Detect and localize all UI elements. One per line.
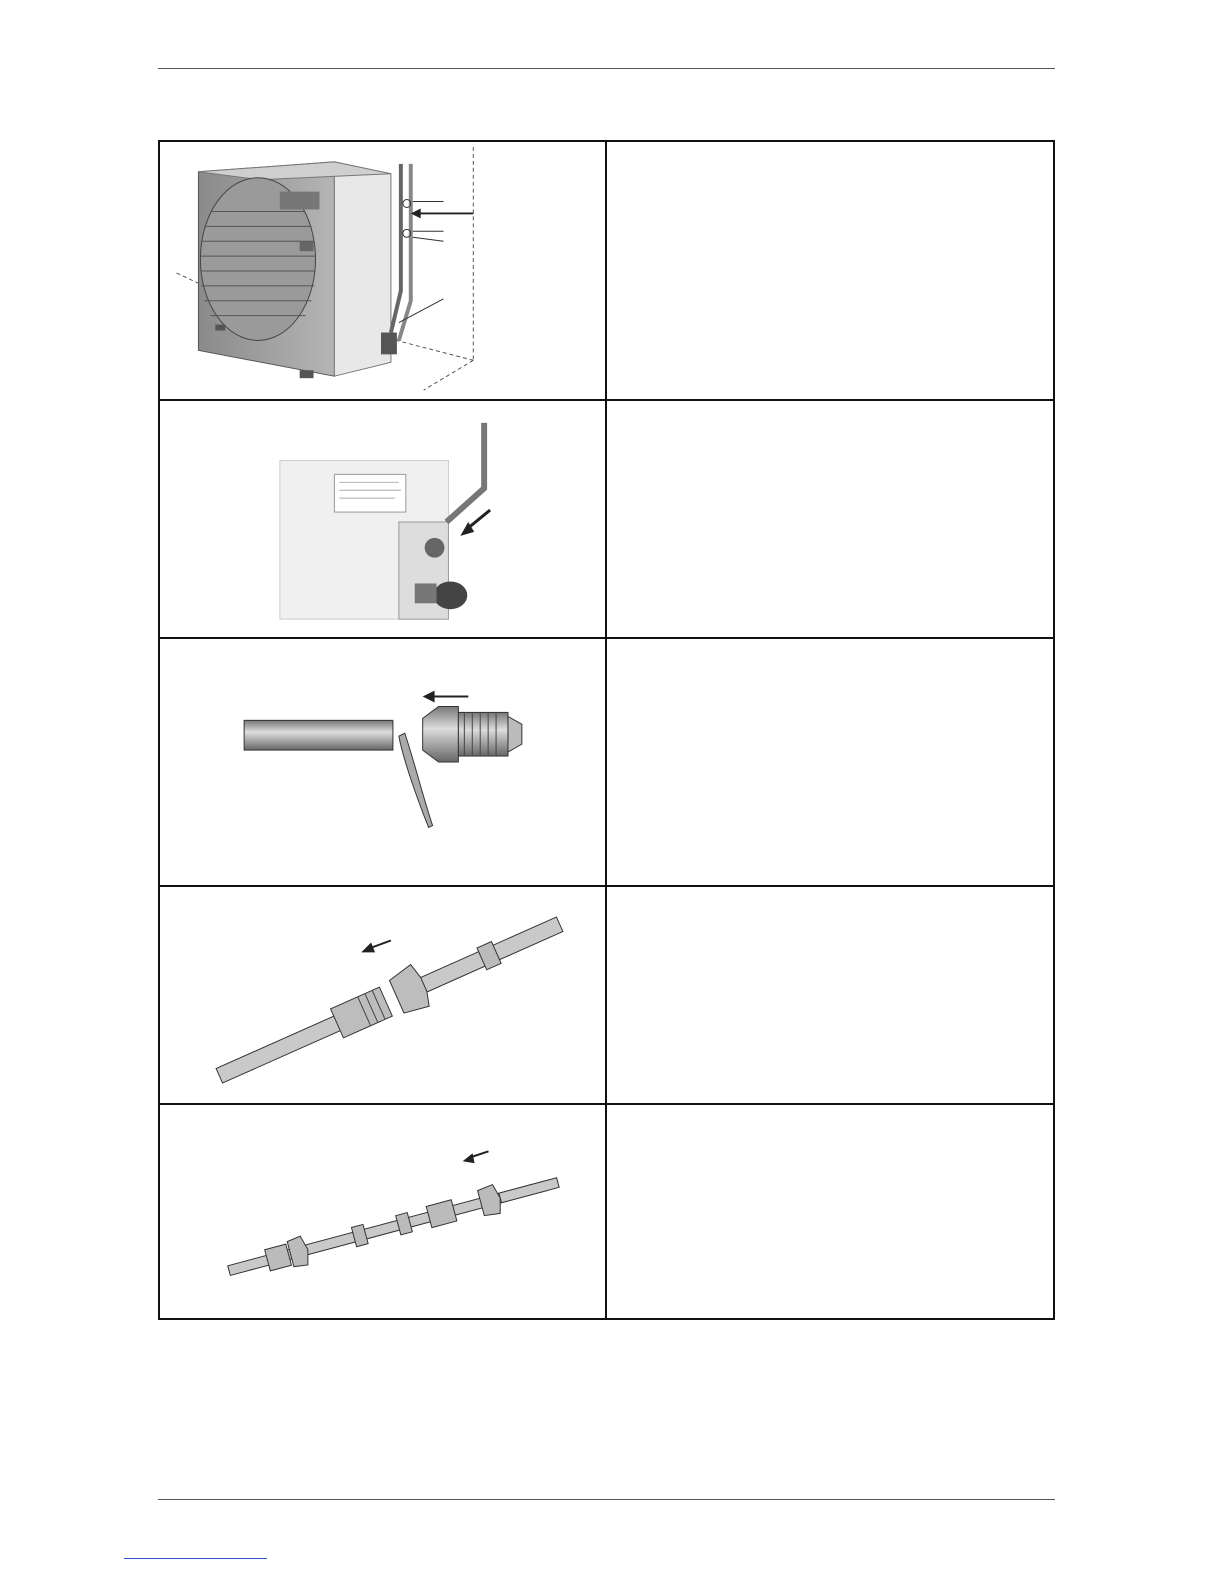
flare-nut-on-pipe-figure bbox=[160, 639, 607, 885]
footer-link-underline[interactable] bbox=[124, 1557, 267, 1559]
step-description bbox=[607, 142, 1053, 399]
service-valve-connection-figure bbox=[160, 401, 607, 637]
step-description bbox=[607, 639, 1053, 885]
step-description bbox=[607, 887, 1053, 1103]
table-row bbox=[160, 401, 1053, 639]
pipe-union-illustration bbox=[160, 887, 605, 1103]
outdoor-unit-illustration bbox=[160, 142, 605, 399]
outdoor-unit-piping-figure bbox=[160, 142, 607, 399]
table-row bbox=[160, 887, 1053, 1105]
table-row bbox=[160, 639, 1053, 887]
flare-nut-illustration bbox=[160, 639, 605, 885]
pipe-assembly-illustration bbox=[160, 1105, 605, 1318]
step-description bbox=[607, 1105, 1053, 1318]
footer-rule bbox=[158, 1499, 1055, 1500]
procedure-table bbox=[158, 140, 1055, 1320]
table-row bbox=[160, 1105, 1053, 1318]
pipe-union-joint-figure bbox=[160, 887, 607, 1103]
table-row bbox=[160, 142, 1053, 401]
step-description bbox=[607, 401, 1053, 637]
extended-pipe-assembly-figure bbox=[160, 1105, 607, 1318]
header-rule bbox=[158, 68, 1055, 69]
service-valve-illustration bbox=[160, 401, 605, 637]
